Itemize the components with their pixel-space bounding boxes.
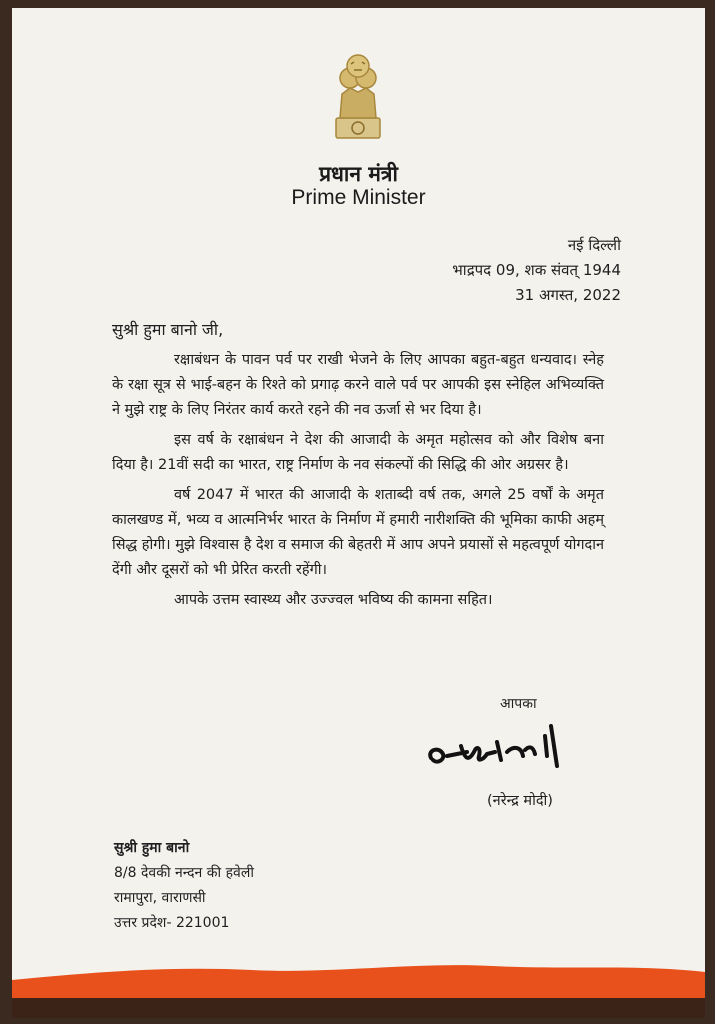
signer-name: (नरेन्द्र मोदी): [487, 793, 553, 809]
recipient-address: [114, 836, 254, 936]
letterhead-title-english: Prime Minister: [291, 186, 426, 209]
paragraph: इस वर्ष के रक्षाबंधन ने देश की आजादी के अमृत महोत्सव को और विशेष बना दिया है। 21वीं सदी का भारत, राष्ट्र निर्माण के नव संकल्पों की सिद्धि की ओर अग्रसर है।: [112, 432, 604, 473]
signature-icon: [417, 716, 587, 776]
place-label: नई दिल्ली: [567, 236, 621, 254]
salutation: सुश्री हुमा बानो जी,: [112, 320, 224, 339]
saka-date: भाद्रपद 09, शक संवत् 1944: [452, 261, 621, 279]
gregorian-date: 31 अगस्त, 2022: [515, 286, 621, 304]
paragraph: आपके उत्तम स्वास्थ्य और उज्ज्वल भविष्य की कामना सहित।: [174, 592, 493, 608]
address-line: रामापुरा, वाराणसी: [114, 890, 206, 906]
letterhead-title-hindi: प्रधान मंत्री: [319, 162, 398, 186]
letter-paper: [12, 8, 705, 1018]
letter-body: [112, 348, 604, 618]
date-block: [452, 233, 621, 308]
address-line: उत्तर प्रदेश- 221001: [114, 915, 230, 931]
paragraph: रक्षाबंधन के पावन पर्व पर राखी भेजने के लिए आपका बहुत-बहुत धन्यवाद। स्नेह के रक्षा सूत्र से भाई-बहन के रिश्ते को प्रगाढ़ करने वाले पर्व पर आपकी इस स्नेहिल अभिव्यक्ति ने मुझे राष्ट्र के लिए निरंतर कार्य करते रहने की नव ऊर्जा से भर दिया है।: [112, 352, 604, 418]
decorative-bottom-stripe: [12, 958, 705, 1018]
recipient-name: सुश्री हुमा बानो: [114, 840, 190, 856]
closing: आपका: [500, 696, 537, 712]
address-line: 8/8 देवकी नन्दन की हवेली: [114, 865, 254, 881]
state-emblem-icon: [330, 48, 386, 140]
paragraph: वर्ष 2047 में भारत की आजादी के शताब्दी वर्ष तक, अगले 25 वर्षों के अमृत कालखण्ड में, भव्य व आत्मनिर्भर भारत के निर्माण में हमारी नारीशक्ति की भूमिका काफी अहम् सिद्ध होगी। मुझे विश्वास है देश व समाज की बेहतरी में आप अपने प्रयासों से महत्वपूर्ण योगदान देंगी और दूसरों को भी प्रेरित करती रहेंगी।: [112, 487, 604, 578]
